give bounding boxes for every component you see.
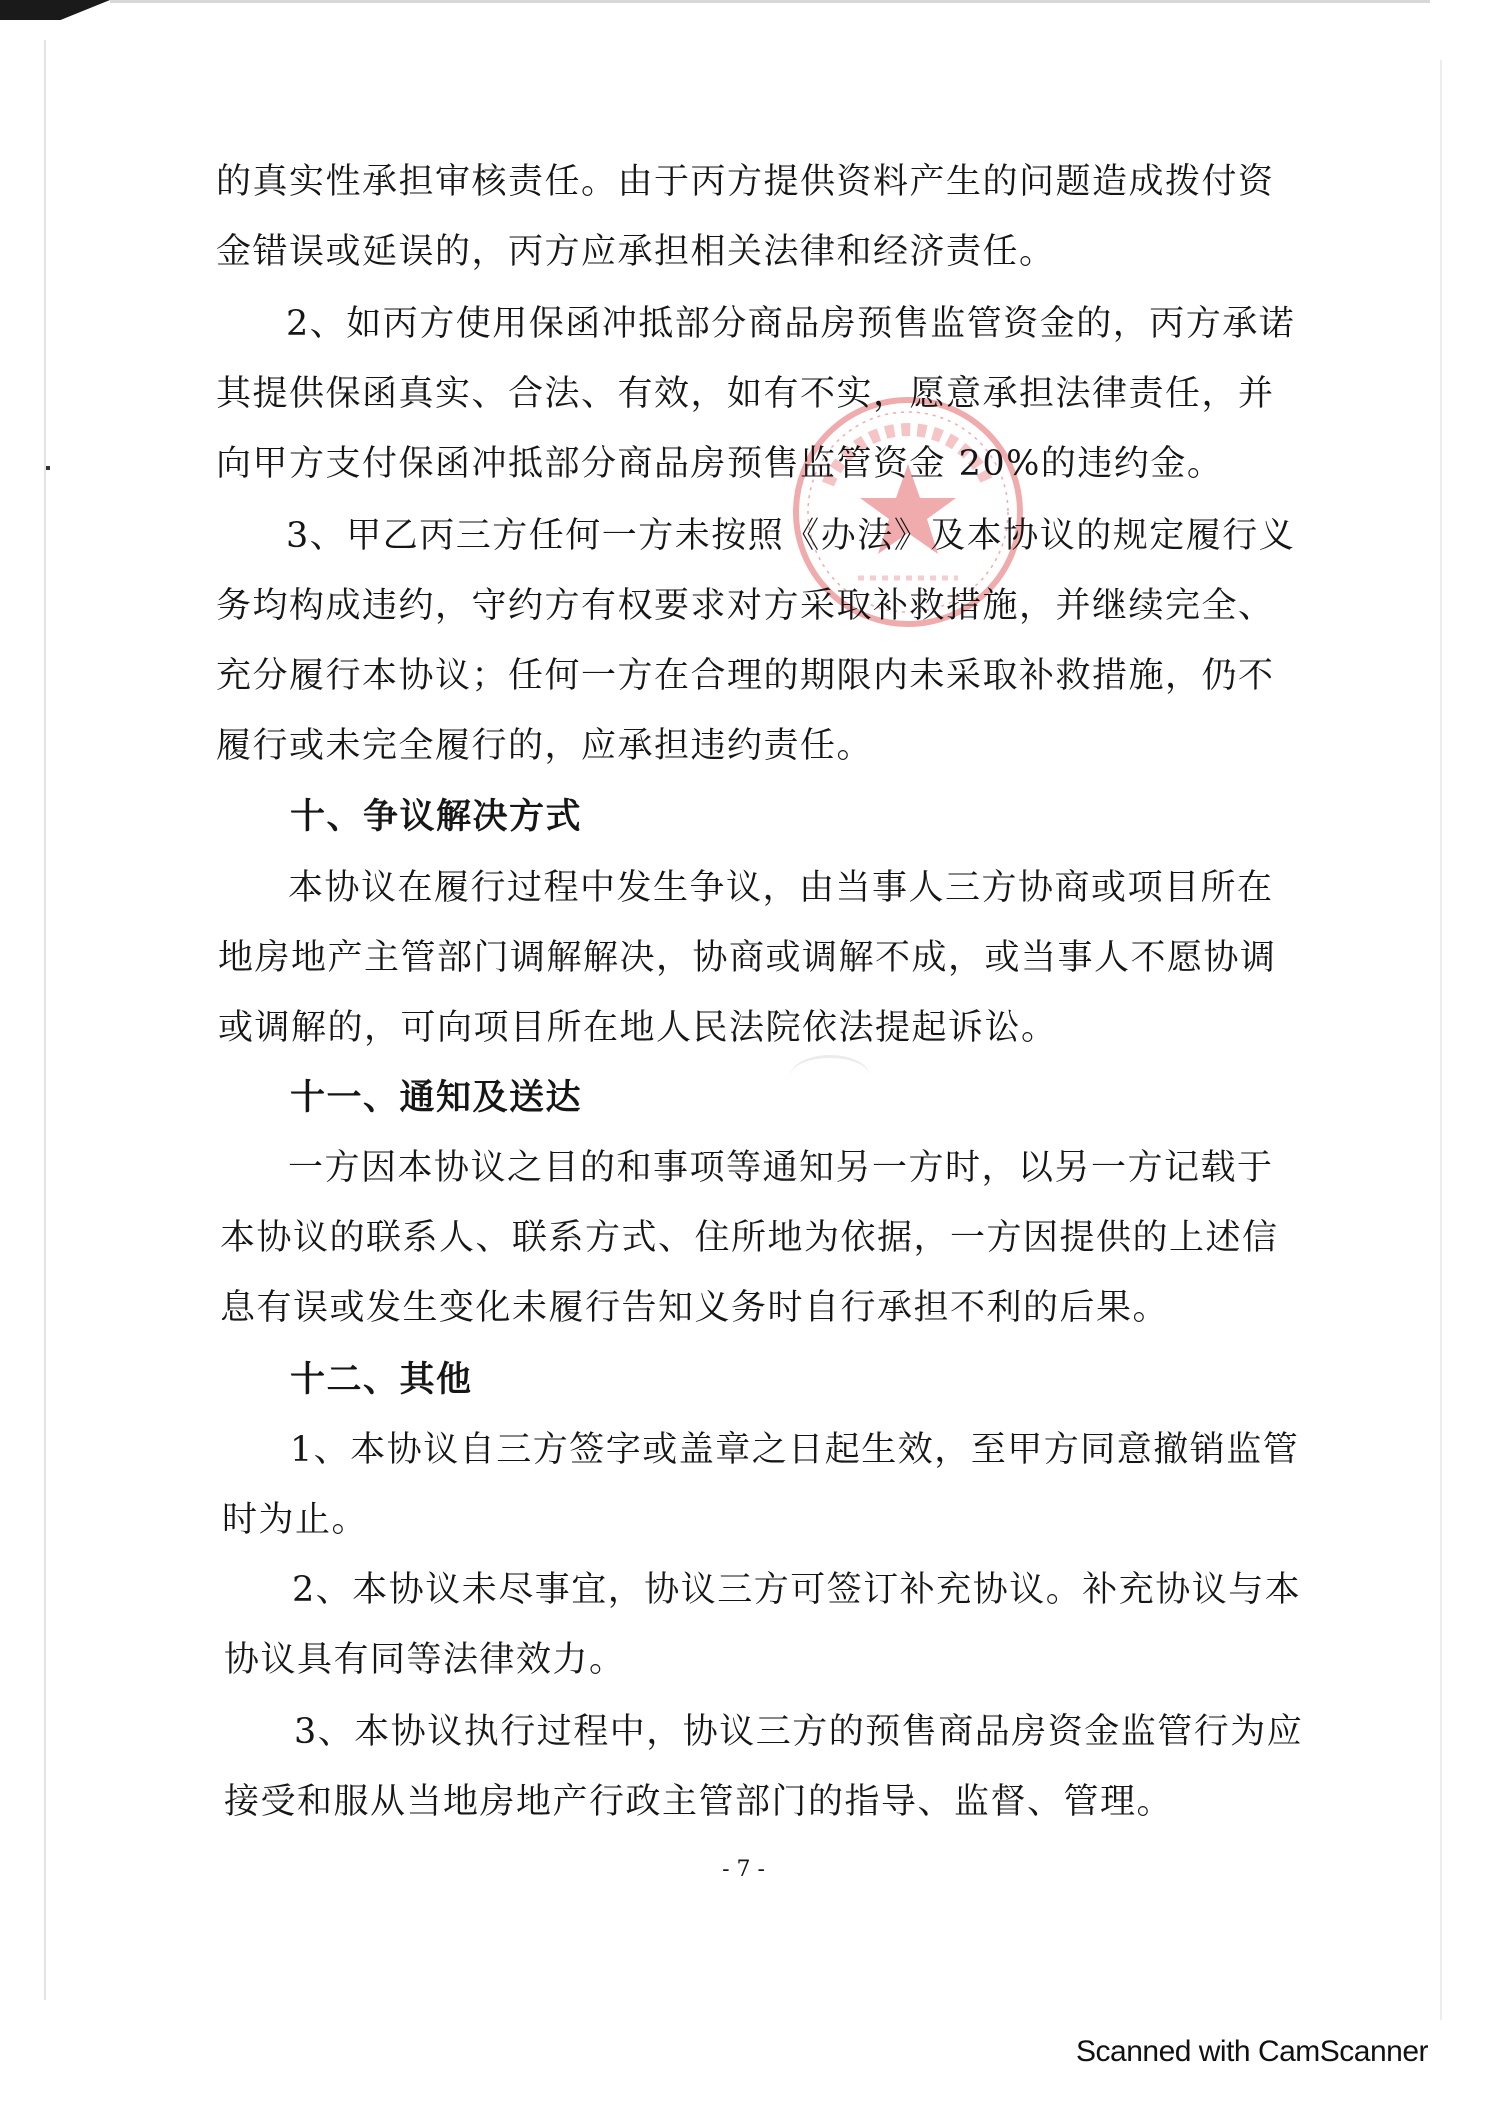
text-line: 接受和服从当地房地产行政主管部门的指导、监督、管理。 <box>224 1782 1174 1822</box>
text-line: 2、如丙方使用保函冲抵部分商品房预售监管资金的，丙方承诺 <box>286 304 1296 344</box>
text-line: 3、甲乙丙三方任何一方未按照《办法》及本协议的规定履行义 <box>286 516 1296 556</box>
text-line: 向甲方支付保函冲抵部分商品房预售监管资金 20%的违约金。 <box>216 444 1224 484</box>
text-line: 2、本协议未尽事宜，协议三方可签订补充协议。补充协议与本 <box>292 1570 1302 1610</box>
text-line: 务均构成违约，守约方有权要求对方采取补救措施，并继续完全、 <box>216 586 1275 626</box>
text-line: 或调解的，可向项目所在地人民法院依法提起诉讼。 <box>218 1008 1058 1048</box>
text-line: 的真实性承担审核责任。由于丙方提供资料产生的问题造成拨付资 <box>216 162 1275 202</box>
text-line: 履行或未完全履行的，应承担违约责任。 <box>216 726 874 766</box>
scan-left-edge <box>44 40 46 2000</box>
text-line: 1、本协议自三方签字或盖章之日起生效，至甲方同意撤销监管 <box>290 1430 1300 1470</box>
text-line: 息有误或发生变化未履行告知义务时自行承担不利的后果。 <box>220 1288 1170 1328</box>
scan-right-edge <box>1440 60 1442 2020</box>
scan-top-edge <box>110 0 1430 3</box>
text-line: 充分履行本协议；任何一方在合理的期限内未采取补救措施，仍不 <box>216 656 1275 696</box>
text-line: 其提供保函真实、合法、有效，如有不实，愿意承担法律责任，并 <box>216 374 1275 414</box>
text-line: 时为止。 <box>222 1500 369 1540</box>
text-line: 本协议的联系人、联系方式、住所地为依据，一方因提供的上述信 <box>220 1218 1279 1258</box>
text-line: 一方因本协议之目的和事项等通知另一方时，以另一方记载于 <box>288 1148 1274 1188</box>
section-heading: 十、争议解决方式 <box>290 796 583 837</box>
text-line: 地房地产主管部门调解解决，协商或调解不成，或当事人不愿协调 <box>218 938 1277 978</box>
page-number: - 7 - <box>722 1857 765 1882</box>
scan-speck <box>46 466 50 470</box>
text-line: 金错误或延误的，丙方应承担相关法律和经济责任。 <box>216 232 1056 272</box>
scan-shadow-corner <box>0 0 110 20</box>
text-line: 协议具有同等法律效力。 <box>224 1640 626 1680</box>
text-line: 3、本协议执行过程中，协议三方的预售商品房资金监管行为应 <box>294 1712 1304 1752</box>
camscanner-watermark: Scanned with CamScanner <box>1076 2035 1429 2068</box>
text-line: 本协议在履行过程中发生争议，由当事人三方协商或项目所在 <box>288 868 1274 908</box>
faint-seal-mark <box>790 1055 870 1098</box>
section-heading: 十二、其他 <box>290 1359 473 1400</box>
section-heading: 十一、通知及送达 <box>290 1077 583 1118</box>
